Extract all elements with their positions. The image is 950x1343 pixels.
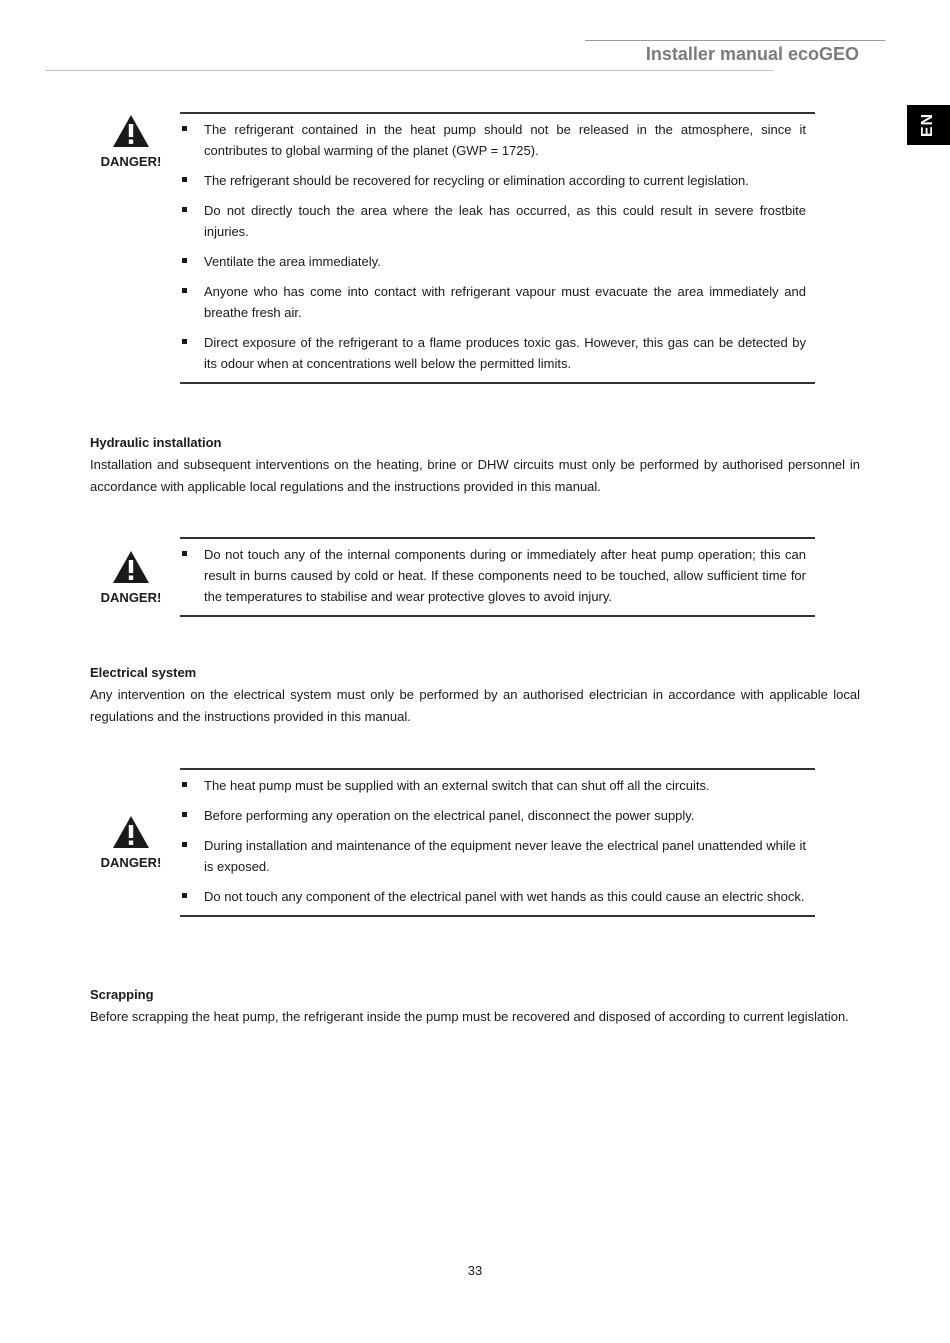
list-item: The refrigerant should be recovered for recycling or elimination according to current legislation. — [180, 170, 806, 191]
document-title: Installer manual ecoGEO — [645, 44, 859, 64]
warning-triangle-icon — [112, 114, 150, 148]
list-item: Do not directly touch the area where the leak has occurred, as this could result in severe frostbite injuries. — [180, 200, 806, 242]
list-item: During installation and maintenance of the equipment never leave the electrical panel unattended while it is exposed. — [180, 835, 806, 877]
danger-marker — [90, 114, 172, 169]
danger-label: DANGER! — [100, 154, 162, 169]
square-bullet-icon — [182, 177, 187, 182]
list-item: The heat pump must be supplied with an external switch that can shut off all the circuits. — [180, 775, 806, 796]
list-item: Before performing any operation on the electrical panel, disconnect the power supply. — [180, 805, 806, 826]
section-body: Installation and subsequent interventions on the heating, brine or DHW circuits must only be performed by authorised personnel in accordance with applicable local regulations and the instructions provided in this manual. — [90, 457, 860, 494]
list-item: Do not touch any component of the electrical panel with wet hands as this could cause an electric shock. — [180, 886, 806, 907]
warning-triangle-icon — [112, 550, 150, 584]
danger-list — [180, 112, 815, 384]
language-tab-label: EN — [919, 112, 937, 138]
header-rule-top — [585, 40, 885, 41]
square-bullet-icon — [182, 893, 187, 898]
section-electrical-system — [90, 663, 860, 727]
list-item: Ventilate the area immediately. — [180, 251, 806, 272]
section-heading: Hydraulic installation — [90, 435, 222, 450]
list-item: Direct exposure of the refrigerant to a flame produces toxic gas. However, this gas can be detected by its odour when at concentrations well below the permitted limits. — [180, 332, 806, 374]
square-bullet-icon — [182, 258, 187, 263]
square-bullet-icon — [182, 782, 187, 787]
square-bullet-icon — [182, 551, 187, 556]
list-item: The refrigerant contained in the heat pump should not be released in the atmosphere, since it contributes to global warming of the planet (GWP = 1725). — [180, 119, 806, 161]
header-rule-bottom — [45, 70, 773, 71]
list-item: Do not touch any of the internal components during or immediately after heat pump operation; this can result in burns caused by cold or heat. If these components need to be touched, allow sufficient time for the temperatures to stabilise and wear protective gloves to avoid injury. — [180, 544, 806, 607]
square-bullet-icon — [182, 339, 187, 344]
danger-marker — [90, 550, 172, 605]
page-number: 33 — [467, 1263, 483, 1278]
danger-label: DANGER! — [100, 589, 162, 605]
square-bullet-icon — [182, 812, 187, 817]
section-body: Before scrapping the heat pump, the refrigerant inside the pump must be recovered and disposed of according to current legislation. — [90, 1009, 849, 1024]
language-tab — [907, 105, 950, 145]
danger-list — [180, 537, 815, 617]
section-heading: Electrical system — [90, 665, 197, 680]
square-bullet-icon — [182, 207, 187, 212]
warning-triangle-icon — [112, 815, 150, 849]
section-hydraulic-installation — [90, 433, 860, 497]
danger-label: DANGER! — [100, 855, 162, 870]
section-heading: Scrapping — [90, 987, 154, 1002]
list-item: Anyone who has come into contact with refrigerant vapour must evacuate the area immediately and breathe fresh air. — [180, 281, 806, 323]
danger-marker — [90, 815, 172, 870]
square-bullet-icon — [182, 126, 187, 131]
square-bullet-icon — [182, 842, 187, 847]
section-scrapping — [90, 985, 860, 1028]
square-bullet-icon — [182, 288, 187, 293]
section-body: Any intervention on the electrical system must only be performed by an authorised electrician in accordance with applicable local regulations and the instructions provided in this manual. — [90, 687, 860, 724]
danger-list — [180, 768, 815, 917]
